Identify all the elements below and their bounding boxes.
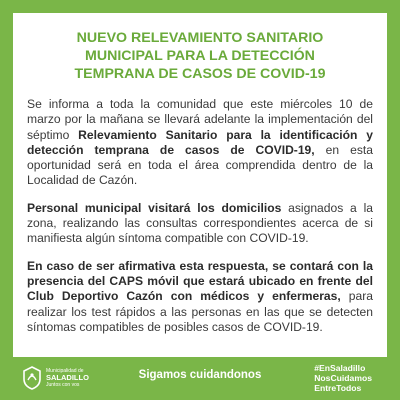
logo-line-3: Juntos con vos — [46, 382, 80, 388]
hashtags — [314, 363, 372, 393]
paragraph-caps — [27, 259, 373, 335]
intro-text-end: en esta oportunidad será en toda el área comprendida dentro de la Localidad de Cazón. — [27, 142, 374, 188]
announcement-card — [13, 13, 387, 357]
slogan: Sigamos cuidandonos — [138, 369, 262, 381]
caps-text: para realizar los test rápidos a las personas en las que se detecten síntomas compatibles de posibles casos de COVID-19. — [27, 289, 373, 334]
visits-text: asignados a la zona, realizando las consultas correspondientes acerca de si manifiesta algún síntoma compatible con COVID-19. — [27, 200, 373, 246]
hashtag-3: EntreTodos — [314, 383, 362, 393]
logo-line-2: SALADILLO — [46, 373, 89, 382]
visits-highlight: Personal municipal visitará los domicilios — [27, 200, 282, 215]
intro-text: Se informa a toda la comunidad que este miércoles 10 de marzo por la mañana se llevará adelante la implementación del séptimo — [27, 97, 373, 142]
hashtag-2: NosCuidamos — [314, 373, 372, 383]
caps-highlight: En caso de ser afirmativa esta respuesta, se contará con la presencia del CAPS móvil que estará ubicado en frente del Club Deportivo Cazón con médicos y enfermeras, — [27, 258, 373, 304]
paragraph-intro — [27, 97, 373, 189]
paragraph-visits — [27, 201, 373, 247]
intro-highlight: Relevamiento Sanitario para la identificación y detección temprana de casos de COVID-19, — [27, 127, 373, 157]
hashtag-1: #EnSaladillo — [314, 363, 366, 373]
footer-bar — [0, 357, 400, 400]
logo-line-1: Municipalidad de — [46, 368, 84, 374]
headline: NUEVO RELEVAMIENTO SANITARIO MUNICIPAL PARA LA DETECCIÓN TEMPRANA DE CASOS DE COVID-19 — [74, 30, 326, 82]
